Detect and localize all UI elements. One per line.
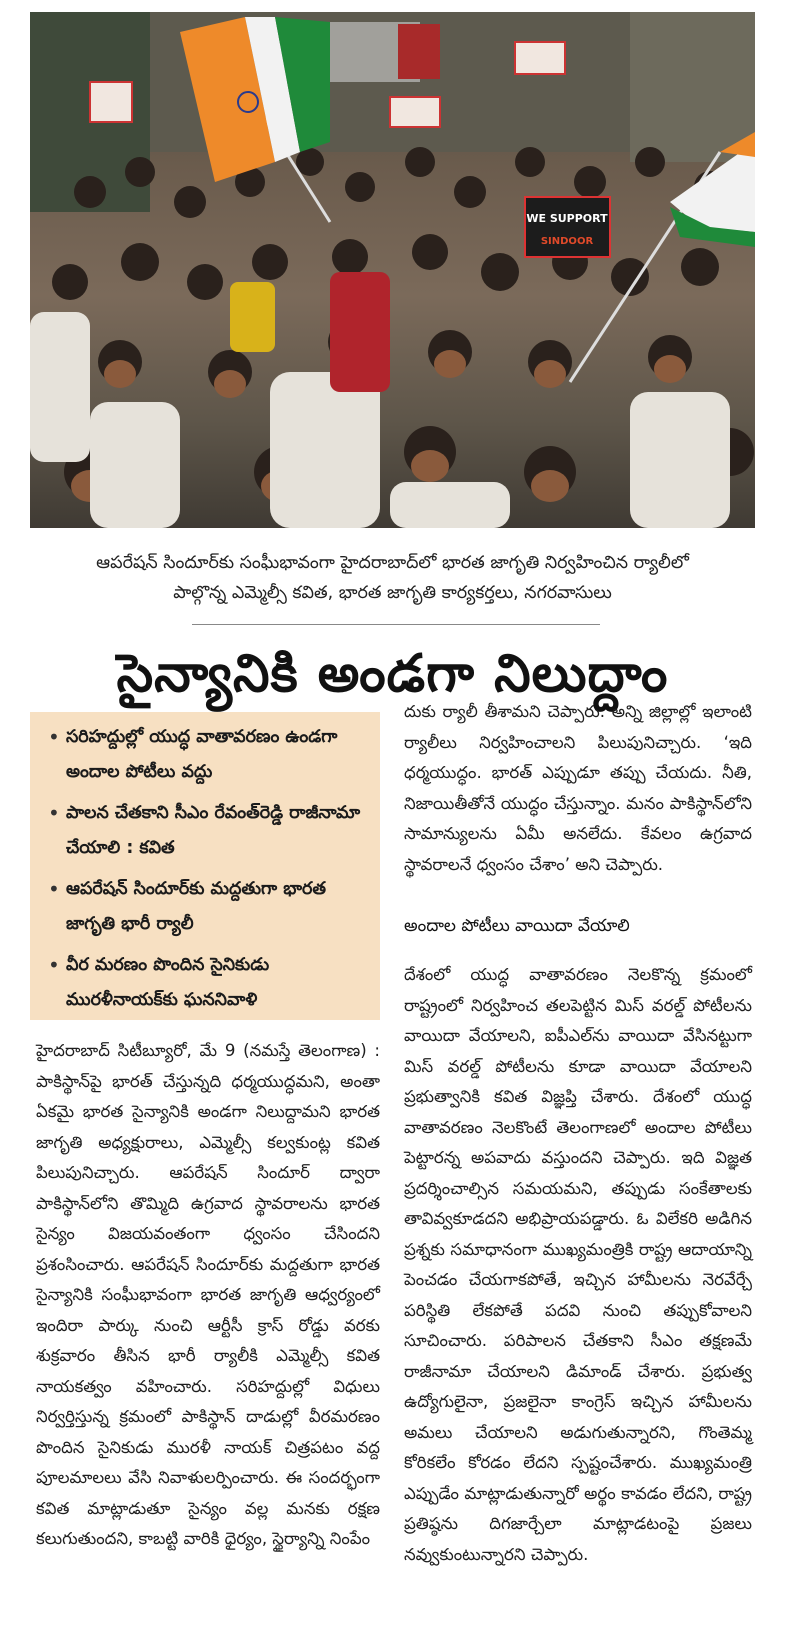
highlights-box xyxy=(30,712,380,1020)
body-paragraph: హైదరాబాద్ సిటీబ్యూరో, మే 9 (నమస్తే తెలంగాణ) : పాకిస్థాన్‌పై భారత్ చేస్తున్నది ధర్మయుద్ధమని, అంతా ఏకమై భారత సైన్యానికి అండగా నిలుద్దామని భారత జాగృతి అధ్యక్షురాలు, ఎమ్మెల్సీ కల్వకుంట్ల కవిత పిలుపునిచ్చారు. ఆపరేషన్ సిందూర్ ద్వారా పాకిస్థాన్‌లోని తొమ్మిది ఉగ్రవాద స్థావరాలను భారత సైన్యం విజయవంతంగా ధ్వంసం చేసిందని ప్రశంసించారు. ఆపరేషన్ సిందూర్‌కు మద్దతుగా భారత సైన్యానికి సంఘీభావంగా భారత జాగృతి ఆధ్వర్యంలో ఇందిరా పార్కు నుంచి ఆర్టీసీ క్రాస్ రోడ్డు వరకు శుక్రవారం తీసిన భారీ ర్యాలీకి ఎమ్మెల్సీ కవిత నాయకత్వం వహించారు. సరిహద్దుల్లో విధులు నిర్వర్తిస్తున్న క్రమంలో పాకిస్థాన్ దాడుల్లో వీరమరణం పొందిన సైనికుడు మురళీ నాయక్ చిత్రపటం వద్ద పూలమాలలు వేసి నివాళులర్పించారు. ఈ సందర్భంగా కవిత మాట్లాడుతూ సైన్యం వల్ల మనకు రక్షణ కలుగుతుందని, కాబట్టి వారికి ధైర్యం, స్థైర్యాన్ని నింపేం xyxy=(36,1041,380,1548)
highlight-text: సరిహద్దుల్లో యుద్ధ వాతావరణం ఉండగా అందాల పోటీలు వద్దు xyxy=(66,727,338,782)
highlight-text: పాలన చేతకాని సీఎం రేవంత్‌రెడ్డి రాజీనామా చేయాలి : కవిత xyxy=(66,803,361,858)
article-headline: సైన్యానికి అండగా నిలుద్దాం xyxy=(116,644,669,704)
caption-line-2: పాల్గొన్న ఎమ్మెల్సీ కవిత, భారత జాగృతి కార్యకర్తలు, నగరవాసులు xyxy=(173,583,612,603)
caption-divider xyxy=(192,624,600,625)
body-paragraph: దేశంలో యుద్ధ వాతావరణం నెలకొన్న క్రమంలో రాష్ట్రంలో నిర్వహించ తలపెట్టిన మిస్ వరల్డ్ పోటీలను వాయిదా వేయాలని, ఐపీఎల్‌ను వాయిదా వేసినట్టుగా మిస్ వరల్డ్ పోటీలను కూడా వాయిదా వేయాలని ప్రభుత్వానికి కవిత విజ్ఞప్తి చేశారు. దేశంలో యుద్ధ వాతావరణం నెలకొంటే తెలంగాణలో అందాల పోటీలు పెట్టారన్న అపవాదు వస్తుందని చెప్పారు. ఇది విజ్ఞత ప్రదర్శించాల్సిన సమయమని, తప్పుడు సంకేతాలకు తావివ్వకూడదని అభిప్రాయపడ్డారు. ఓ విలేకరి అడిగిన ప్రశ్నకు సమాధానంగా ముఖ్యమంత్రికి రాష్ట్ర ఆదాయాన్ని పెంచడం చేయగాకపోతే, ఇచ్చిన హామీలను నెరవేర్చే పరిస్థితి లేకపోతే పదవి నుంచి తప్పుకోవాలని సూచించారు. పరిపాలన చేతకాని సీఎం తక్షణమే రాజీనామా చేయాలని డిమాండ్ చేశారు. ప్రభుత్వ ఉద్యోగులైనా, ప్రజలైనా కాంగ్రెస్ ఇచ్చిన హామీలను అమలు చేయాలని అడుగుతున్నారని, గొంతెమ్మ కోరికలేం కోరడం లేదని స్పష్టంచేశారు. ముఖ్యమంత్రి ఎప్పుడేం మాట్లాడుతున్నారో అర్థం కావడం లేదని, రాష్ట్ర ప్రతిష్ఠను దిగజార్చేలా మాట్లాడటంపై ప్రజలు నవ్వుకుంటున్నారని చెప్పారు. xyxy=(404,965,752,1564)
photo-caption xyxy=(30,548,755,608)
bullet-icon: • xyxy=(48,725,60,749)
rally-crowd-photo-icon xyxy=(30,12,755,528)
highlight-text: ఆపరేషన్ సిందూర్‌కు మద్దతుగా భారత జాగృతి భారీ ర్యాలీ xyxy=(66,879,327,934)
body-paragraph: దుకు ర్యాలీ తీశామని చెప్పారు. అన్ని జిల్లాల్లో ఇలాంటి ర్యాలీలు నిర్వహించాలని పిలుపునిచ్చారు. ‘ఇది ధర్మయుద్ధం. భారత్ ఎప్పుడూ తప్పు చేయదు. నీతి, నిజాయితీతోనే యుద్ధం చేస్తున్నాం. మనం పాకిస్థాన్‌లోని సామాన్యులను ఏమీ అనలేదు. కేవలం ఉగ్రవాద స్థావరాలనే ధ్వంసం చేశాం’ అని చెప్పారు. xyxy=(404,702,752,874)
highlight-text: వీర మరణం పొందిన సైనికుడు మురళీనాయక్‌కు ఘననివాళి xyxy=(66,955,270,1010)
highlight-item xyxy=(30,796,380,866)
banner-text-1: WE SUPPORT xyxy=(526,212,608,225)
article-body-right-column-top xyxy=(404,697,752,880)
article-body-left-column xyxy=(36,1036,380,1555)
caption-line-1: ఆపరేషన్ సిందూర్‌కు సంఘీభావంగా హైదరాబాద్‌లో భారత జాగృతి నిర్వహించిన ర్యాలీలో xyxy=(96,553,689,573)
bullet-icon: • xyxy=(48,877,60,901)
highlight-item xyxy=(30,948,380,1018)
highlight-item xyxy=(30,720,380,790)
banner-text-2: SINDOOR xyxy=(540,236,594,247)
article-body-right-column-bottom xyxy=(404,960,752,1570)
bullet-icon: • xyxy=(48,801,60,825)
rally-photo xyxy=(30,12,755,528)
highlight-item xyxy=(30,872,380,942)
bullet-icon: • xyxy=(48,953,60,977)
article-subheading: అందాల పోటీలు వాయిదా వేయాలి xyxy=(404,916,630,936)
